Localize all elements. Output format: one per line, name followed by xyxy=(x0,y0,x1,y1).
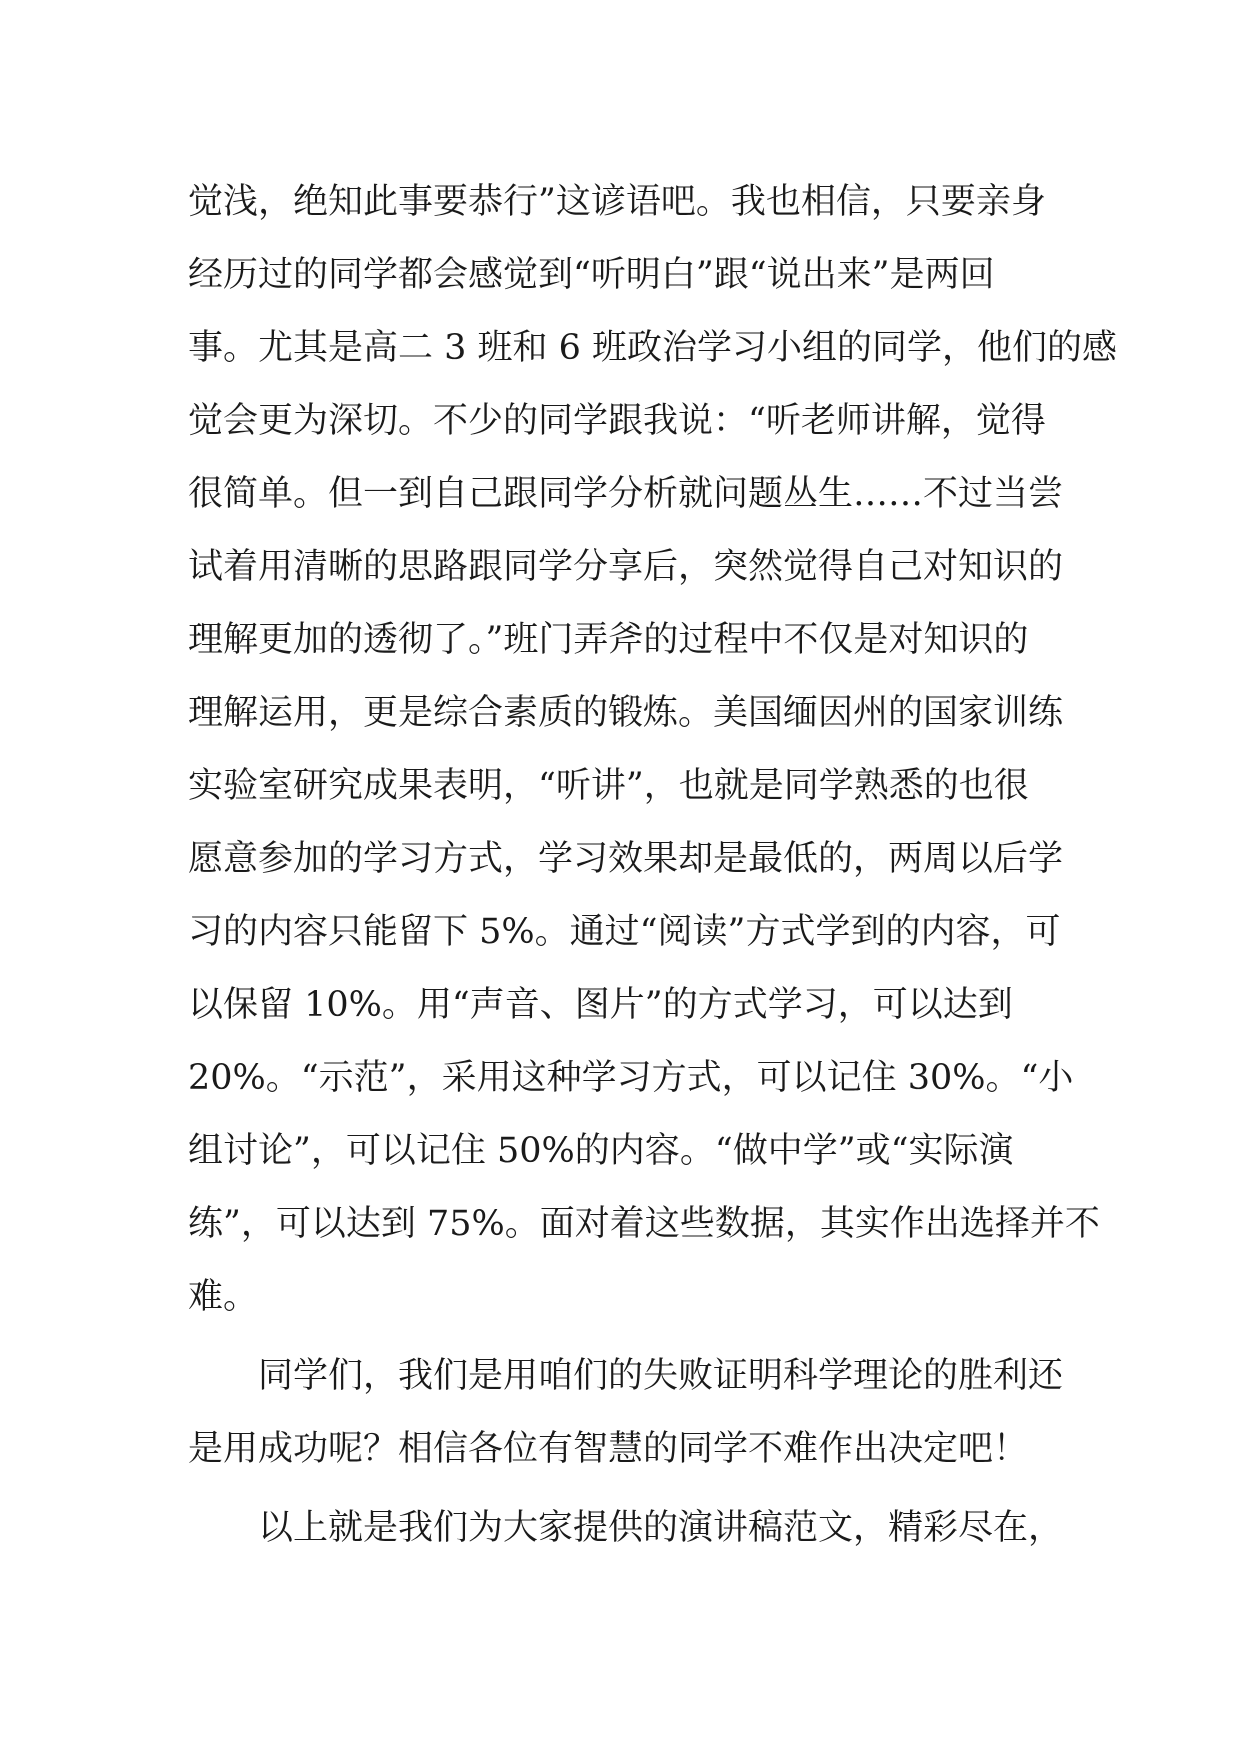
text-line: 理解更加的透彻了。”班门弄斧的过程中不仅是对知识的 xyxy=(188,620,1029,660)
text-line: 事。尤其是高二 3 班和 6 班政治学习小组的同学，他们的感 xyxy=(188,328,1118,368)
text-line: 习的内容只能留下 5%。通过“阅读”方式学到的内容，可 xyxy=(188,912,1061,952)
text-line: 难。 xyxy=(188,1277,259,1317)
text-line: 愿意参加的学习方式，学习效果却是最低的，两周以后学 xyxy=(188,839,1064,879)
paragraph-start-line: 同学们，我们是用咱们的失败证明科学理论的胜利还 xyxy=(258,1356,1064,1396)
text-line: 很简单。但一到自己跟同学分析就问题丛生……不过当尝 xyxy=(188,474,1064,514)
text-line: 试着用清晰的思路跟同学分享后，突然觉得自己对知识的 xyxy=(188,547,1064,587)
text-line: 经历过的同学都会感觉到“听明白”跟“说出来”是两回 xyxy=(188,255,995,295)
text-line: 以保留 10%。用“声音、图片”的方式学习，可以达到 xyxy=(188,985,1013,1025)
text-line: 实验室研究成果表明，“听讲”，也就是同学熟悉的也很 xyxy=(188,766,1029,806)
text-line: 理解运用，更是综合素质的锻炼。美国缅因州的国家训练 xyxy=(188,693,1064,733)
text-line: 是用成功呢？相信各位有智慧的同学不难作出决定吧！ xyxy=(188,1429,1029,1469)
text-line: 组讨论”，可以记住 50%的内容。“做中学”或“实际演 xyxy=(188,1131,1014,1171)
document-body xyxy=(188,166,1118,1565)
text-line: 20%。“示范”，采用这种学习方式，可以记住 30%。“小 xyxy=(188,1058,1074,1098)
text-line: 觉浅，绝知此事要恭行”这谚语吧。我也相信，只要亲身 xyxy=(188,182,1046,222)
text-line: 练”，可以达到 75%。面对着这些数据，其实作出选择并不 xyxy=(188,1204,1100,1244)
paragraph-start-line: 以上就是我们为大家提供的演讲稿范文，精彩尽在， xyxy=(258,1508,1064,1548)
text-line: 觉会更为深切。不少的同学跟我说：“听老师讲解，觉得 xyxy=(188,401,1046,441)
